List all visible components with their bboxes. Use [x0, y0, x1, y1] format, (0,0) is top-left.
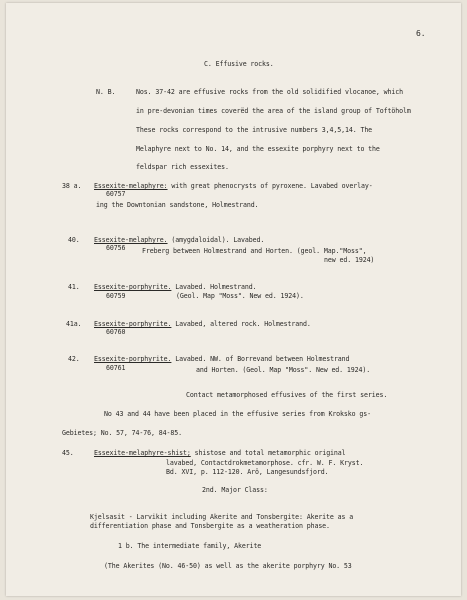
catalog-number: 60759 — [106, 292, 126, 300]
entry-description: Lavabed. NW. of Borrevand between Holmestrand — [171, 355, 350, 363]
entry-number: 45. — [62, 449, 74, 457]
entry-line: lavabed, Contactdrokmetamorphose. cfr. W. F. Kryst. — [166, 459, 364, 467]
note-line: feldspar rich essexites. — [136, 163, 229, 171]
entry-description: shistose and total metamorphic original — [190, 449, 346, 457]
entry-description: Lavabed, altered rock. Holmestrand. — [171, 320, 311, 328]
catalog-number: 60761 — [106, 364, 126, 372]
section-title: C. Effusive rocks. — [204, 60, 274, 68]
entry-line: Freberg between Holmestrand and Horten. (geol. Map."Moss", — [142, 247, 367, 255]
major-class-heading: 2nd. Major Class: — [202, 486, 268, 494]
entry-heading — [94, 449, 346, 457]
catalog-number: 60760 — [106, 328, 126, 336]
rock-name: Essexite-melaphyre-shist; — [94, 449, 191, 457]
entry-heading — [94, 283, 257, 291]
entry-line: new ed. 1924) — [324, 256, 375, 264]
contact-line: Gebietes; No. 57, 74-76, 84-85. — [62, 429, 182, 437]
entry-number: 42. — [68, 355, 80, 363]
entry-heading — [94, 236, 264, 244]
entry-number: 38 a. — [62, 182, 82, 190]
entry-description: (amygdaloidal). Lavabed. — [167, 236, 265, 244]
document-page — [6, 3, 461, 596]
entry-number: 41a. — [66, 320, 82, 328]
rock-name: Essexite-melaphyre: — [94, 182, 168, 190]
contact-heading: Contact metamorphosed effusives of the first series. — [186, 391, 388, 399]
entry-heading — [94, 355, 349, 363]
entry-description: with great phenocrysts of pyroxene. Lavabed overlay- — [167, 182, 373, 190]
entry-number: 41. — [68, 283, 80, 291]
page-number: 6. — [416, 29, 426, 38]
rock-name: Essexite-porphyrite. — [94, 355, 172, 363]
entry-line: and Horten. (Geol. Map "Moss". New ed. 1924). — [196, 366, 371, 374]
note-line: Nos. 37-42 are effusive rocks from the old solidified vlocanoe, which — [136, 88, 404, 96]
note-line: Melaphyre next to No. 14, and the essexite porphyry next to the — [136, 145, 380, 153]
akerites-line: (The Akerites (No. 46-50) as well as the akerite porphyry No. 53 — [104, 562, 352, 570]
note-line: in pre-devonian times coverëd the area of the island group of Toftöholm — [136, 107, 411, 115]
entry-description: Lavabed. Holmestrand. — [171, 283, 257, 291]
kjelsasite-line: Kjelsasit - Larvikit including Akerite and Tonsbergite: Akerite as a — [90, 513, 354, 521]
entry-heading — [94, 320, 311, 328]
entry-line: (Geol. Map "Moss". New ed. 1924). — [176, 292, 304, 300]
rock-name: Essexite-melaphyre. — [94, 236, 168, 244]
rock-name: Essexite-porphyrite. — [94, 283, 172, 291]
entry-number: 40. — [68, 236, 80, 244]
contact-line: No 43 and 44 have been placed in the effusive series from Kroksko gs- — [104, 410, 372, 418]
note-line: These rocks correspond to the intrusive numbers 3,4,5,14. The — [136, 126, 373, 134]
family-heading: 1 b. The intermediate family, Akerite — [118, 542, 262, 550]
note-label: N. B. — [96, 88, 116, 96]
rock-name: Essexite-porphyrite. — [94, 320, 172, 328]
kjelsasite-line: differentiation phase and Tonsbergite as a weatheration phase. — [90, 522, 330, 530]
entry-line: Bd. XVI, p. 112-120. Arö, Langesundsfjord. — [166, 468, 329, 476]
catalog-number: 60757 — [106, 190, 126, 198]
catalog-number: 60756 — [106, 244, 126, 252]
entry-heading — [94, 182, 373, 190]
entry-line: ing the Downtonian sandstone, Holmestrand. — [96, 201, 259, 209]
